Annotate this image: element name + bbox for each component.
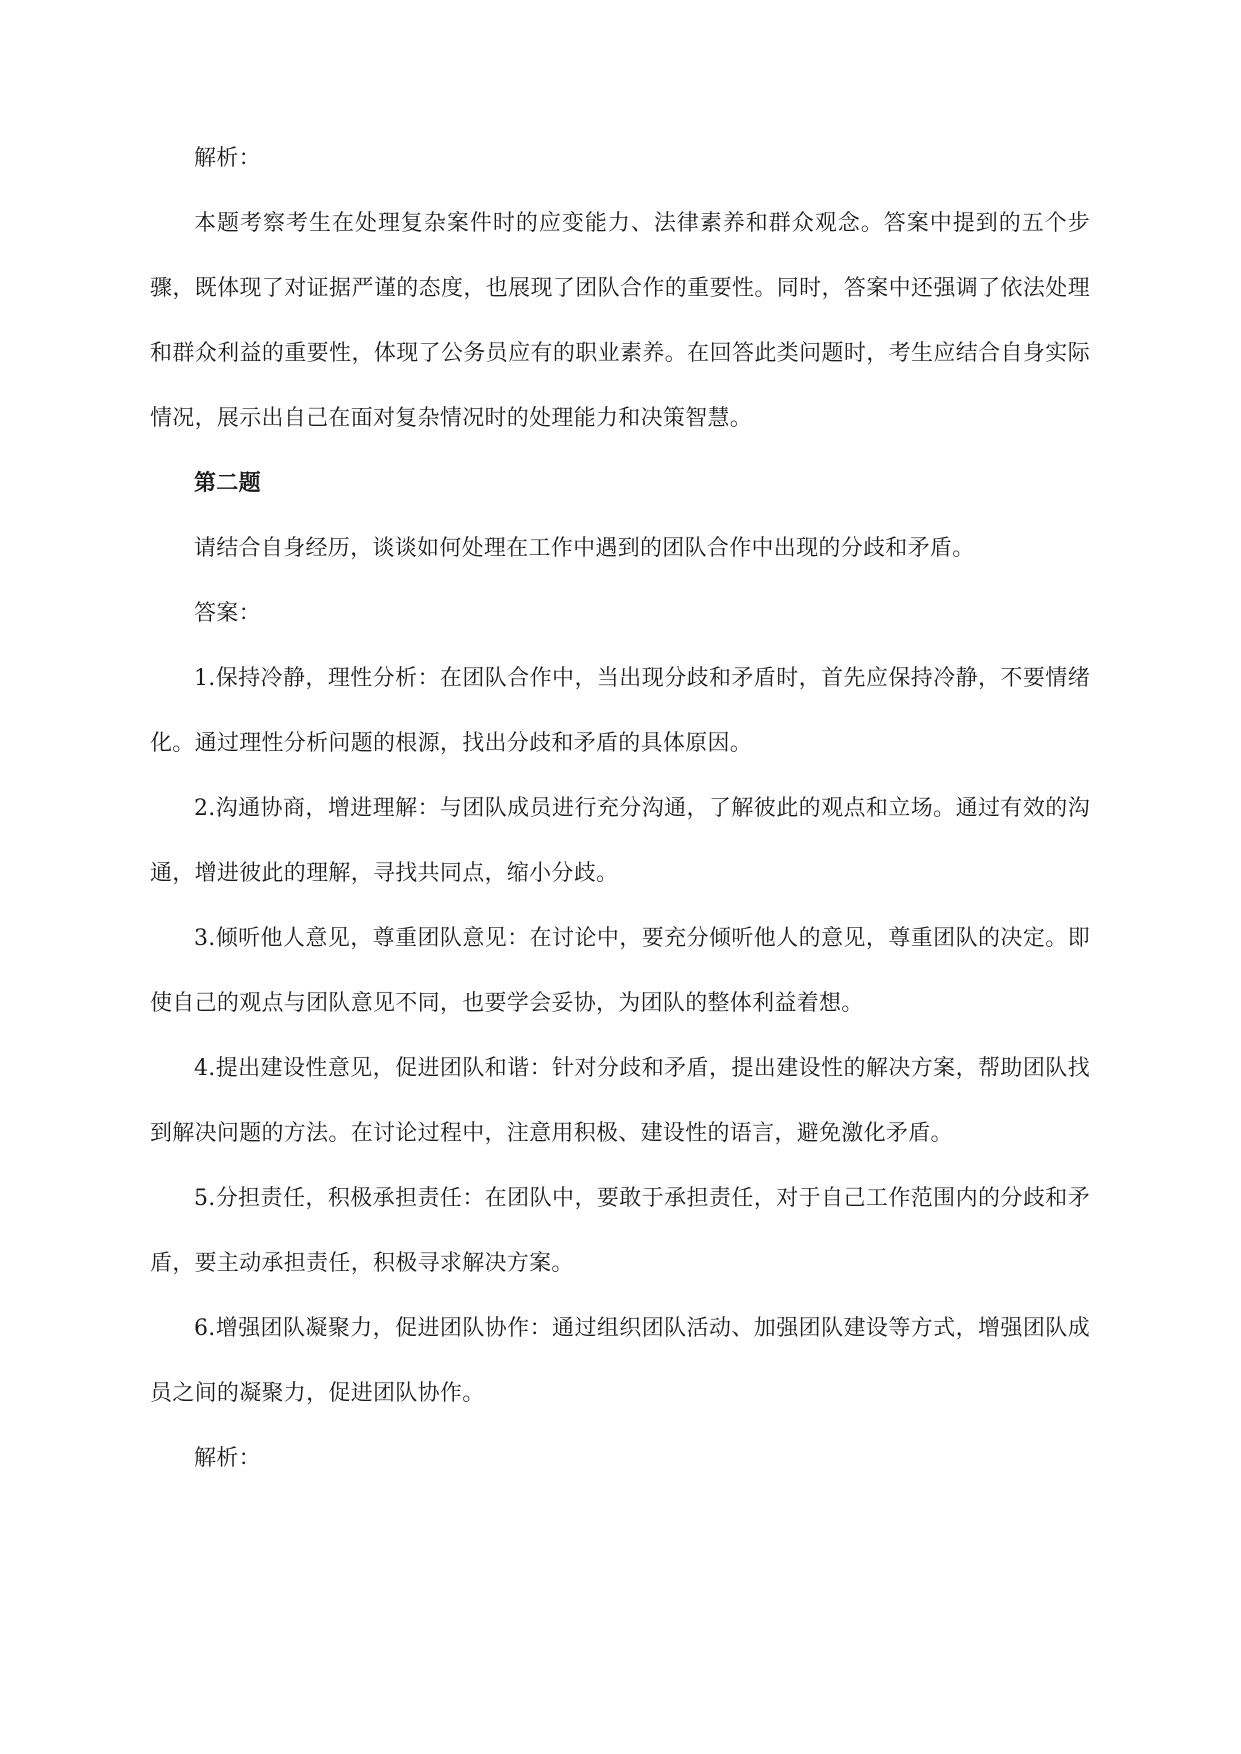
answer-item-5: 5.分担责任，积极承担责任：在团队中，要敢于承担责任，对于自己工作范围内的分歧和矛盾，要主动承担责任，积极寻求解决方案。 [150, 1186, 1090, 1276]
question-text: 请结合自身经历，谈谈如何处理在工作中遇到的团队合作中出现的分歧和矛盾。 [194, 536, 975, 561]
analysis-paragraph-1: 本题考察考生在处理复杂案件时的应变能力、法律素养和群众观念。答案中提到的五个步骤，既体现了对证据严谨的态度，也展现了团队合作的重要性。同时，答案中还强调了依法处理和群众利益的重要性，体现了公务员应有的职业素养。在回答此类问题时，考生应结合自身实际情况，展示出自己在面对复杂情况时的处理能力和决策智慧。 [150, 211, 1090, 431]
answer-item-6: 6.增强团队凝聚力，促进团队协作：通过组织团队活动、加强团队建设等方式，增强团队成员之间的凝聚力，促进团队协作。 [150, 1316, 1090, 1406]
document-page [150, 126, 1090, 1491]
question-title: 第二题 [194, 470, 261, 496]
analysis-label-2: 解析： [194, 1446, 261, 1471]
answer-item-3: 3.倾听他人意见，尊重团队意见：在讨论中，要充分倾听他人的意见，尊重团队的决定。即使自己的观点与团队意见不同，也要学会妥协，为团队的整体利益着想。 [150, 926, 1090, 1016]
analysis-label-1: 解析： [194, 146, 261, 171]
answer-item-2: 2.沟通协商，增进理解：与团队成员进行充分沟通，了解彼此的观点和立场。通过有效的沟通，增进彼此的理解，寻找共同点，缩小分歧。 [150, 796, 1090, 886]
answer-item-4: 4.提出建设性意见，促进团队和谐：针对分歧和矛盾，提出建设性的解决方案，帮助团队找到解决问题的方法。在讨论过程中，注意用积极、建设性的语言，避免激化矛盾。 [150, 1056, 1090, 1146]
answer-item-1: 1.保持冷静，理性分析：在团队合作中，当出现分歧和矛盾时，首先应保持冷静，不要情绪化。通过理性分析问题的根源，找出分歧和矛盾的具体原因。 [150, 666, 1090, 756]
answer-label: 答案： [194, 601, 261, 626]
